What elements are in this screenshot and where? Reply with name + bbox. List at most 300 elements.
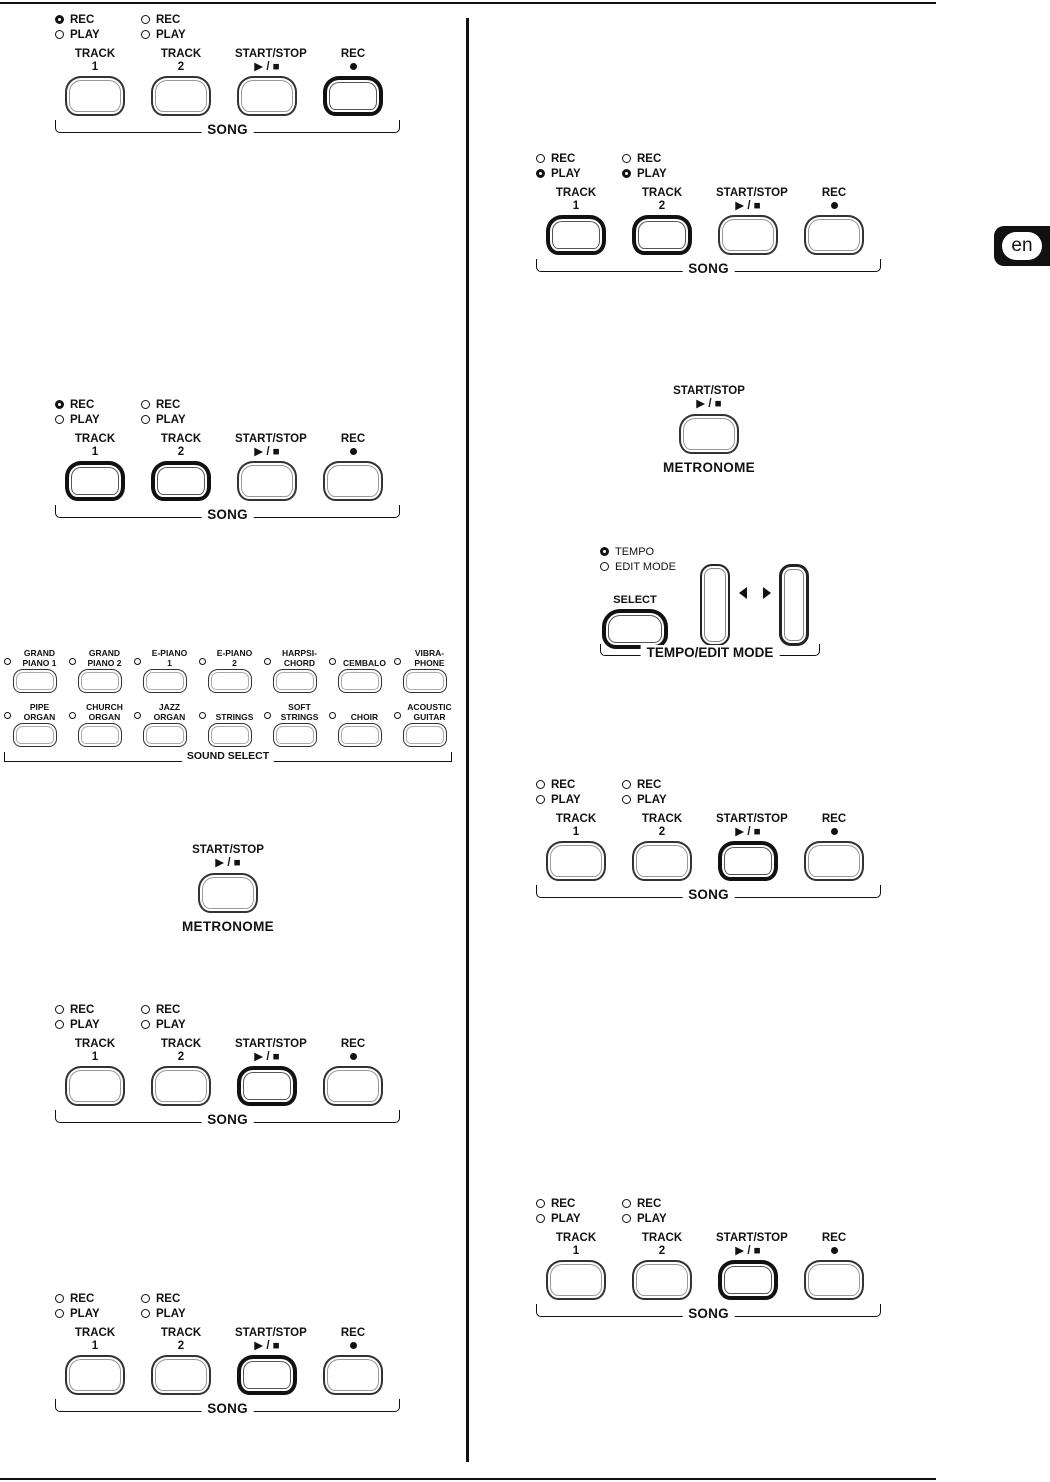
language-label: en [1002, 232, 1042, 260]
metronome-startstop-label [168, 844, 288, 870]
sound-button[interactable] [143, 723, 187, 747]
song-title: SONG [201, 507, 254, 522]
song-bracket [536, 885, 881, 902]
tempo-indicator [600, 544, 654, 559]
rec-label: REC [156, 13, 181, 26]
rec-led-icon [536, 1199, 545, 1208]
rec-btn-label [321, 1038, 385, 1063]
track1-label [63, 1327, 127, 1352]
rec-led-icon [622, 1199, 631, 1208]
track1-group [544, 187, 608, 255]
sound-button-label [143, 649, 196, 668]
sound-label-line2: PHONE [414, 657, 445, 668]
track1-group [544, 813, 608, 881]
track2-led-group [141, 1291, 186, 1321]
rec-button[interactable] [323, 461, 383, 501]
sound-led-icon [134, 658, 141, 665]
track2-group [630, 1232, 694, 1300]
startstop-label [235, 48, 307, 73]
song-panel-p5 [55, 1002, 400, 1127]
track2-number: 2 [658, 1244, 666, 1257]
sound-led-icon [329, 712, 336, 719]
sound-label-line1: VIBRA- [414, 648, 445, 658]
sound-button[interactable] [273, 723, 317, 747]
sound-label-line2: ORGAN [153, 711, 186, 722]
track1-play-indicator [536, 792, 581, 807]
play-label: PLAY [551, 793, 581, 806]
startstop-label [716, 1232, 788, 1257]
play-label: PLAY [156, 28, 186, 41]
track1-button[interactable] [65, 1355, 125, 1395]
sound-button[interactable] [338, 723, 382, 747]
rec-led-icon [55, 1005, 64, 1014]
select-label: SELECT [613, 594, 657, 606]
play-stop-icon: ▶ / ■ [735, 199, 761, 212]
rec-led-icon [141, 15, 150, 24]
play-stop-icon: ▶ / ■ [696, 397, 722, 410]
track2-number: 2 [177, 1050, 185, 1063]
track2-group [149, 1038, 213, 1106]
play-led-icon [622, 795, 631, 804]
track2-button[interactable] [151, 1355, 211, 1395]
track2-led-group [141, 12, 186, 42]
metronome-start-stop-button[interactable] [679, 414, 739, 454]
play-led-icon [141, 1020, 150, 1029]
record-dot-icon [831, 202, 838, 209]
sound-led-icon [394, 658, 401, 665]
rec-led-icon [141, 400, 150, 409]
sound-led-icon [199, 658, 206, 665]
song-title: SONG [682, 1306, 735, 1321]
startstop-group [716, 813, 788, 881]
sound-button-group [199, 648, 261, 693]
rec-label: REC [156, 1003, 181, 1016]
play-label: PLAY [70, 413, 100, 426]
play-led-icon [622, 169, 631, 178]
rec-led-icon [536, 154, 545, 163]
sound-led-icon [4, 712, 11, 719]
increment-button[interactable] [779, 564, 809, 646]
rec-led-icon [141, 1294, 150, 1303]
rec-btn-label [321, 1327, 385, 1352]
track2-group [630, 813, 694, 881]
track2-play-indicator [622, 1211, 667, 1226]
rec-button[interactable] [804, 841, 864, 881]
startstop-label-text: START/STOP [235, 433, 307, 445]
sound-button-group [69, 648, 131, 693]
play-stop-icon: ▶ / ■ [254, 1050, 280, 1063]
sound-label-line1: E-PIANO [216, 648, 253, 658]
track1-label-text: TRACK [74, 48, 116, 60]
play-label: PLAY [637, 793, 667, 806]
record-dot-icon [350, 63, 357, 70]
track2-label-text: TRACK [160, 433, 202, 445]
rec-button[interactable] [323, 76, 383, 116]
track2-label-text: TRACK [160, 1327, 202, 1339]
record-dot-icon [831, 1247, 838, 1254]
sound-button[interactable] [208, 669, 252, 693]
metronome-title: METRONOME [182, 919, 274, 934]
startstop-group [235, 1038, 307, 1106]
decrement-button[interactable] [700, 564, 730, 646]
rec-button[interactable] [323, 1355, 383, 1395]
song-bracket [55, 1399, 400, 1416]
sound-button-label [403, 703, 456, 722]
sound-button[interactable] [208, 723, 252, 747]
sound-button[interactable] [78, 669, 122, 693]
sound-led-icon [134, 712, 141, 719]
sound-button-group [69, 702, 131, 747]
startstop-label-text: START/STOP [716, 813, 788, 825]
play-led-icon [55, 30, 64, 39]
track2-rec-indicator [141, 397, 186, 412]
rec-button[interactable] [804, 215, 864, 255]
start-stop-button[interactable] [237, 1066, 297, 1106]
metronome-title: METRONOME [663, 460, 755, 475]
track2-led-group [141, 1002, 186, 1032]
track1-play-indicator [55, 412, 100, 427]
tempo-edit-title: TEMPO/EDIT MODE [641, 645, 780, 660]
track1-number: 1 [91, 60, 99, 73]
track1-led-group [536, 777, 581, 807]
sound-button-header [394, 702, 456, 722]
play-stop-icon: ▶ / ■ [735, 1244, 761, 1257]
sound-button-label [78, 649, 131, 668]
sound-button-group [394, 702, 456, 747]
rec-button[interactable] [323, 1066, 383, 1106]
sound-button[interactable] [143, 669, 187, 693]
rec-group [321, 1327, 385, 1395]
track2-group [149, 48, 213, 116]
track2-play-indicator [141, 27, 186, 42]
startstop-label [235, 1038, 307, 1063]
tempo-label: TEMPO [615, 545, 655, 558]
track2-play-indicator [141, 1017, 186, 1032]
sound-button-header [134, 702, 196, 722]
sound-button-group [4, 648, 66, 693]
track2-button[interactable] [151, 1066, 211, 1106]
startstop-label-text: START/STOP [716, 187, 788, 199]
track1-led-group [55, 1002, 100, 1032]
play-led-icon [536, 795, 545, 804]
rec-group [802, 1232, 866, 1300]
track1-group [63, 433, 127, 501]
rec-led-icon [536, 780, 545, 789]
track1-label-text: TRACK [555, 1232, 597, 1244]
tempo-led-icon [600, 547, 609, 556]
tempo-edit-bracket [600, 644, 820, 660]
edit-mode-led-icon [600, 562, 609, 571]
track2-play-indicator [141, 1306, 186, 1321]
sound-button[interactable] [13, 669, 57, 693]
sound-button-label [13, 649, 66, 668]
sound-button[interactable] [403, 723, 447, 747]
play-led-icon [55, 1309, 64, 1318]
track1-label [63, 433, 127, 458]
sound-led-icon [69, 658, 76, 665]
track2-label [630, 1232, 694, 1257]
sound-select-title: SOUND SELECT [182, 750, 274, 762]
sound-button-group [264, 648, 326, 693]
track2-label-text: TRACK [641, 1232, 683, 1244]
track2-button[interactable] [151, 461, 211, 501]
track2-button[interactable] [151, 76, 211, 116]
play-label: PLAY [637, 1212, 667, 1225]
song-panel-p3 [55, 397, 400, 522]
sound-label-line2: ORGAN [88, 711, 121, 722]
sound-button-group [329, 648, 391, 693]
track1-number: 1 [91, 445, 99, 458]
sound-led-icon [4, 658, 11, 665]
sound-select-panel [0, 648, 455, 768]
track1-number: 1 [91, 1339, 99, 1352]
sound-button-header [199, 648, 261, 668]
startstop-group [716, 1232, 788, 1300]
metronome-start-stop-button[interactable] [198, 873, 258, 913]
sound-label-line1: HARPSI- [282, 648, 317, 658]
song-panel-p7 [55, 1291, 400, 1416]
sound-button-label [78, 703, 131, 722]
track1-rec-indicator [55, 1002, 100, 1017]
track1-number: 1 [91, 1050, 99, 1063]
track2-number: 2 [177, 1339, 185, 1352]
sound-button[interactable] [13, 723, 57, 747]
sound-label-line1: SOFT [288, 702, 311, 712]
play-led-icon [141, 1309, 150, 1318]
metronome-startstop-label [649, 385, 769, 411]
track1-button[interactable] [65, 1066, 125, 1106]
sound-button-header [134, 648, 196, 668]
startstop-label [716, 813, 788, 838]
rec-button[interactable] [804, 1260, 864, 1300]
record-dot-icon [350, 1342, 357, 1349]
metronome-startstop-text: START/STOP [192, 844, 264, 856]
track2-rec-indicator [622, 777, 667, 792]
start-stop-button[interactable] [237, 1355, 297, 1395]
rec-btn-label-text: REC [821, 187, 847, 199]
play-stop-icon: ▶ / ■ [254, 445, 280, 458]
start-stop-button[interactable] [237, 76, 297, 116]
startstop-label-text: START/STOP [235, 1038, 307, 1050]
track2-button[interactable] [632, 215, 692, 255]
track2-label-text: TRACK [641, 187, 683, 199]
song-title: SONG [201, 1112, 254, 1127]
start-stop-button[interactable] [237, 461, 297, 501]
startstop-group [235, 48, 307, 116]
rec-label: REC [637, 1197, 662, 1210]
song-title: SONG [201, 1401, 254, 1416]
track2-label [630, 187, 694, 212]
play-stop-icon: ▶ / ■ [215, 856, 241, 869]
sound-label-line2: GUITAR [413, 711, 446, 722]
sound-button[interactable] [338, 669, 382, 693]
song-title: SONG [682, 887, 735, 902]
sound-button-header [394, 648, 456, 668]
sound-led-icon [394, 712, 401, 719]
sound-label-line2: STRINGS [280, 711, 319, 722]
rec-label: REC [156, 1292, 181, 1305]
sound-button-label [403, 649, 456, 668]
track2-number: 2 [177, 445, 185, 458]
sound-button-label [208, 713, 261, 723]
track2-number: 2 [658, 825, 666, 838]
track1-group [63, 48, 127, 116]
track1-led-group [55, 397, 100, 427]
track2-rec-indicator [141, 12, 186, 27]
record-dot-icon [831, 828, 838, 835]
track1-button[interactable] [546, 1260, 606, 1300]
track1-rec-indicator [55, 12, 100, 27]
start-stop-button[interactable] [718, 1260, 778, 1300]
sound-led-icon [264, 712, 271, 719]
track1-button[interactable] [65, 461, 125, 501]
rec-label: REC [70, 1003, 95, 1016]
song-title: SONG [682, 261, 735, 276]
rec-btn-label [802, 1232, 866, 1257]
play-stop-icon: ▶ / ■ [254, 1339, 280, 1352]
arrow-left-icon [739, 587, 747, 599]
track1-button[interactable] [546, 841, 606, 881]
sound-label-line2: ORGAN [23, 711, 56, 722]
edit-mode-indicator [600, 559, 676, 574]
start-stop-button[interactable] [718, 841, 778, 881]
track1-button[interactable] [546, 215, 606, 255]
track1-play-indicator [536, 166, 581, 181]
sound-button-label [143, 703, 196, 722]
rec-btn-label [321, 433, 385, 458]
play-label: PLAY [70, 1307, 100, 1320]
track2-number: 2 [177, 60, 185, 73]
rec-btn-label-text: REC [821, 813, 847, 825]
sound-led-icon [69, 712, 76, 719]
play-stop-icon: ▶ / ■ [735, 825, 761, 838]
track2-rec-indicator [622, 1196, 667, 1211]
track1-rec-indicator [536, 1196, 581, 1211]
top-rule [0, 2, 936, 4]
sound-button-group [394, 648, 456, 693]
sound-button[interactable] [273, 669, 317, 693]
play-led-icon [55, 415, 64, 424]
sound-button[interactable] [78, 723, 122, 747]
song-bracket [55, 1110, 400, 1127]
startstop-label-text: START/STOP [716, 1232, 788, 1244]
track1-play-indicator [536, 1211, 581, 1226]
sound-button-label [273, 649, 326, 668]
play-led-icon [536, 169, 545, 178]
sound-label-line2: CHOIR [350, 711, 379, 722]
track2-button[interactable] [632, 1260, 692, 1300]
sound-button-header [264, 648, 326, 668]
sound-led-icon [329, 658, 336, 665]
song-title: SONG [201, 122, 254, 137]
sound-button-label [338, 659, 391, 669]
track2-label [149, 1038, 213, 1063]
track2-label-text: TRACK [160, 1038, 202, 1050]
play-label: PLAY [156, 1307, 186, 1320]
sound-button-label [13, 703, 66, 722]
play-stop-icon: ▶ / ■ [254, 60, 280, 73]
select-group [600, 594, 670, 649]
sound-label-line1: ACOUSTIC [407, 702, 452, 712]
track2-play-indicator [622, 792, 667, 807]
track1-button[interactable] [65, 76, 125, 116]
rec-label: REC [70, 13, 95, 26]
sound-led-icon [264, 658, 271, 665]
sound-label-line2: PIANO 1 [22, 657, 57, 668]
song-panel-p2 [536, 151, 881, 276]
track1-label [63, 1038, 127, 1063]
sound-label-line1: GRAND [88, 648, 121, 658]
track1-rec-indicator [536, 777, 581, 792]
metronome-startstop-text: START/STOP [673, 385, 745, 397]
start-stop-button[interactable] [718, 215, 778, 255]
rec-btn-label-text: REC [821, 1232, 847, 1244]
rec-label: REC [70, 1292, 95, 1305]
rec-btn-label-text: REC [340, 1038, 366, 1050]
sound-label-line2: STRINGS [215, 711, 254, 722]
track1-label-text: TRACK [74, 433, 116, 445]
select-button[interactable] [602, 609, 668, 649]
metronome-panel-right [649, 385, 769, 475]
rec-label: REC [70, 398, 95, 411]
startstop-label-text: START/STOP [235, 1327, 307, 1339]
sound-label-line2: 1 [167, 657, 172, 668]
track2-led-group [622, 151, 667, 181]
metronome-panel-left [168, 844, 288, 934]
track1-rec-indicator [55, 397, 100, 412]
sound-label-line1: PIPE [29, 702, 50, 712]
rec-group [321, 1038, 385, 1106]
play-led-icon [536, 1214, 545, 1223]
rec-label: REC [637, 152, 662, 165]
track2-label-text: TRACK [641, 813, 683, 825]
edit-mode-label: EDIT MODE [615, 560, 676, 573]
track1-play-indicator [55, 1306, 100, 1321]
sound-label-line2: PIANO 2 [87, 657, 122, 668]
sound-button[interactable] [403, 669, 447, 693]
song-panel-p6 [536, 1196, 881, 1321]
startstop-group [235, 433, 307, 501]
play-led-icon [55, 1020, 64, 1029]
rec-led-icon [55, 1294, 64, 1303]
sound-button-group [199, 702, 261, 747]
song-panel-p1 [55, 12, 400, 137]
track2-group [149, 433, 213, 501]
arrow-right-icon [763, 587, 771, 599]
track1-led-group [536, 151, 581, 181]
bottom-rule [0, 1478, 936, 1480]
rec-btn-label-text: REC [340, 1327, 366, 1339]
sound-button-label [208, 649, 261, 668]
sound-button-header [264, 702, 326, 722]
startstop-group [235, 1327, 307, 1395]
track2-button[interactable] [632, 841, 692, 881]
rec-led-icon [622, 780, 631, 789]
track1-group [544, 1232, 608, 1300]
track2-label [149, 433, 213, 458]
track2-label-text: TRACK [160, 48, 202, 60]
startstop-label [716, 187, 788, 212]
song-bracket [536, 259, 881, 276]
language-tab [994, 226, 1050, 266]
play-label: PLAY [551, 167, 581, 180]
track1-label-text: TRACK [555, 187, 597, 199]
track1-label [544, 813, 608, 838]
track2-led-group [141, 397, 186, 427]
sound-button-group [134, 648, 196, 693]
rec-led-icon [55, 15, 64, 24]
track2-group [149, 1327, 213, 1395]
